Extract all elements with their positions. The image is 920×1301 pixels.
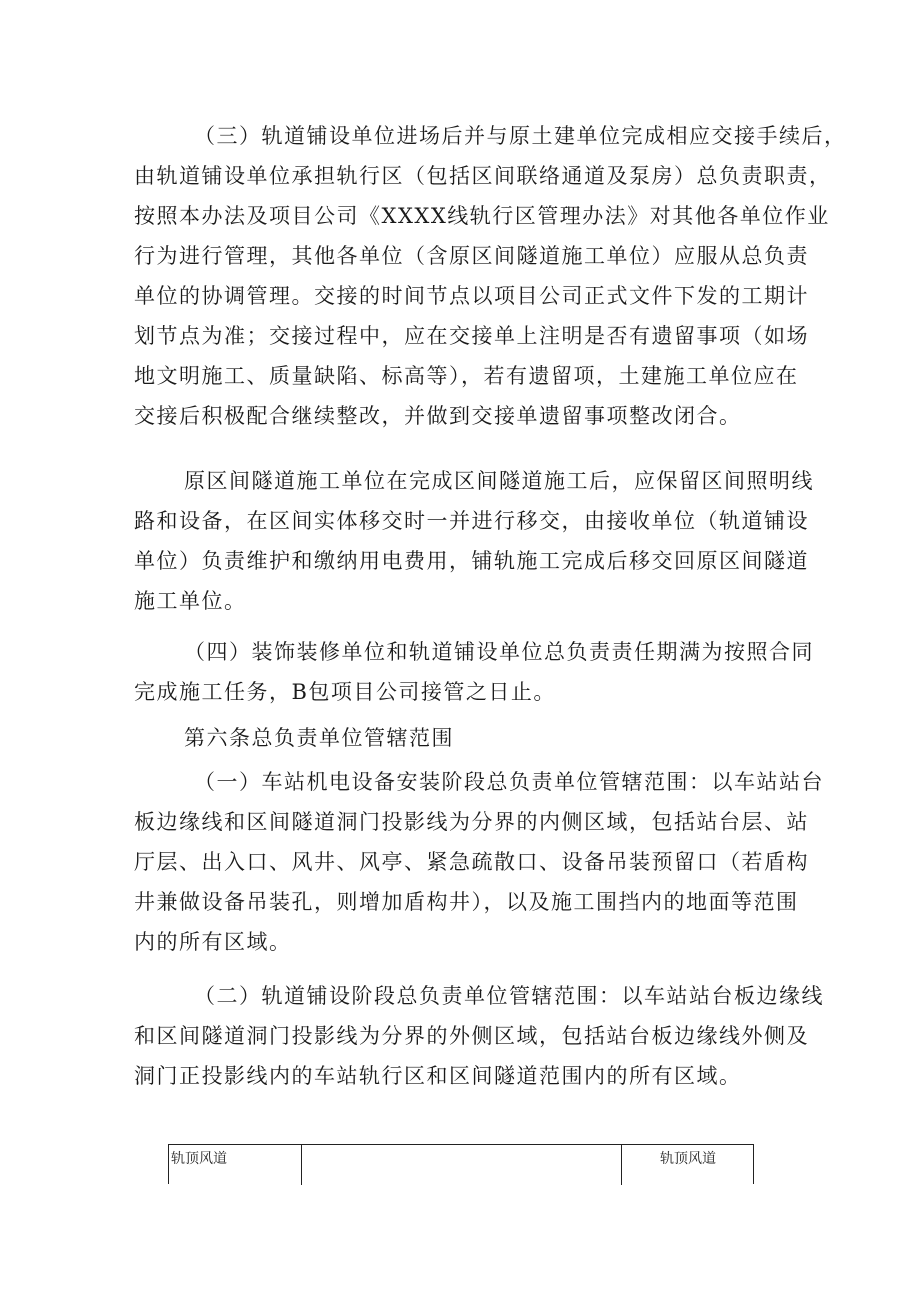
text-line: 行为进行管理，其他各单位（含原区间隧道施工单位）应服从总负责 (134, 244, 809, 268)
text-line: （四）装饰装修单位和轨道铺设单位总负责责任期满为按照合同 (184, 640, 814, 664)
text-line: 内的所有区域。 (134, 930, 292, 954)
text-line: （一）车站机电设备安装阶段总负责单位管辖范围：以车站站台 (194, 770, 824, 794)
paragraph-article-6-2 (134, 976, 824, 1096)
text-line: 第六条总负责单位管辖范围 (184, 726, 454, 750)
paragraph-tunnel-lighting (134, 461, 814, 621)
table-cell (301, 1145, 620, 1185)
table-cell: 轨顶风道 (621, 1145, 754, 1185)
text-line: 单位）负责维护和缴纳用电费用，铺轨施工完成后移交回原区间隧道 (134, 549, 809, 573)
article-6-heading (134, 718, 794, 758)
text-line: 板边缘线和区间隧道洞门投影线为分界的内侧区域，包括站台层、站 (134, 810, 809, 834)
paragraph-article-6-1 (134, 762, 824, 962)
text-line: 单位的协调管理。交接的时间节点以项目公司正式文件下发的工期计 (134, 284, 809, 308)
text-line: 完成施工任务，B包项目公司接管之日止。 (134, 680, 556, 704)
text-line: 由轨道铺设单位承担轨行区（包括区间联络通道及泵房）总负责职责， (134, 164, 832, 188)
table-fragment (168, 1144, 754, 1184)
text-line: （三）轨道铺设单位进场后并与原土建单位完成相应交接手续后， (194, 124, 847, 148)
text-line: 洞门正投影线内的车站轨行区和区间隧道范围内的所有区域。 (134, 1064, 742, 1088)
text-line: 按照本办法及项目公司《XXXX线轨行区管理办法》对其他各单位作业 (134, 204, 830, 228)
text-line: 原区间隧道施工单位在完成区间隧道施工后，应保留区间照明线 (184, 469, 814, 493)
paragraph-section-4 (134, 632, 814, 712)
text-line: （二）轨道铺设阶段总负责单位管辖范围：以车站站台板边缘线 (194, 984, 824, 1008)
text-line: 施工单位。 (134, 589, 247, 613)
text-line: 路和设备，在区间实体移交时一并进行移交，由接收单位（轨道铺设 (134, 509, 809, 533)
text-line: 划节点为准；交接过程中，应在交接单上注明是否有遗留事项（如场 (134, 324, 809, 348)
text-line: 厅层、出入口、风井、风亭、紧急疏散口、设备吊装预留口（若盾构 (134, 850, 809, 874)
table-cell: 轨顶风道 (171, 1151, 227, 1167)
text-line: 井兼做设备吊装孔，则增加盾构井），以及施工围挡内的地面等范围 (134, 890, 799, 914)
text-line: 和区间隧道洞门投影线为分界的外侧区域，包括站台板边缘线外侧及 (134, 1024, 809, 1048)
text-line: 地文明施工、质量缺陷、标高等），若有遗留项，土建施工单位应在 (134, 364, 799, 388)
paragraph-section-3 (134, 116, 847, 436)
text-line: 交接后积极配合继续整改，并做到交接单遗留事项整改闭合。 (134, 404, 742, 428)
